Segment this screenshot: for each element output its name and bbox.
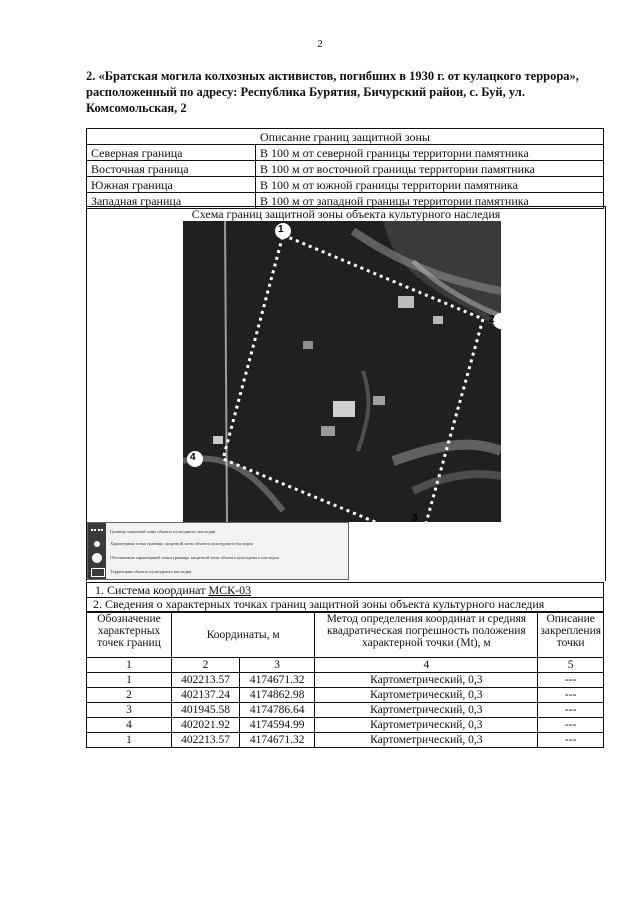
- scheme-box: [86, 221, 606, 581]
- point-id: 1: [87, 673, 172, 688]
- zone-text-west: В 100 м от западной границы территории памятника: [256, 193, 604, 209]
- point-desc: ---: [538, 703, 604, 718]
- header-point-designation: Обозначение характерных точек границ: [87, 613, 172, 658]
- legend-boundary-icon: [91, 529, 103, 534]
- point-method: Картометрический, 0,3: [315, 673, 538, 688]
- table-row: [87, 688, 604, 703]
- point-id: 4: [87, 718, 172, 733]
- zone-side-east: Восточная граница: [87, 161, 256, 177]
- header-description: Описание закрепления точки: [538, 613, 604, 658]
- map-graphic: [183, 221, 501, 522]
- legend-territory-icon: [91, 568, 105, 577]
- legend-label-icon: [92, 553, 102, 563]
- point-x: 402213.57: [172, 673, 240, 688]
- column-number: 4: [315, 658, 538, 673]
- zone-text-south: В 100 м от южной границы территории памятника: [256, 177, 604, 193]
- point-method: Картометрический, 0,3: [315, 718, 538, 733]
- point-id: 2: [87, 688, 172, 703]
- zone-text-north: В 100 м от северной границы территории памятника: [256, 145, 604, 161]
- column-number: 1: [87, 658, 172, 673]
- point-id: 3: [87, 703, 172, 718]
- point-desc: ---: [538, 673, 604, 688]
- heading-line-1: 2. «Братская могила колхозных активистов, погибших в 1930 г. от кулацкого террора»,: [86, 69, 579, 83]
- table-row: [87, 733, 604, 748]
- points-title: 2. Сведения о характерных точках границ защитной зоны объекта культурного наследия: [86, 597, 604, 612]
- points-table: [86, 612, 604, 748]
- table-row: [87, 718, 604, 733]
- point-method: Картометрический, 0,3: [315, 733, 538, 748]
- zone-table-title: Описание границ защитной зоны: [87, 129, 604, 145]
- map-point-label-2: 2: [489, 314, 495, 325]
- page-number: 2: [317, 38, 323, 50]
- zone-text-east: В 100 м от восточной границы территории памятника: [256, 161, 604, 177]
- zone-boundaries-table: [86, 128, 604, 209]
- point-desc: ---: [538, 718, 604, 733]
- map-point-label-1: 1: [278, 224, 284, 235]
- legend-item-label: Обозначение характерной точки границы защитной зоны объекта культурного наследия: [110, 555, 279, 560]
- header-coordinates: Координаты, м: [172, 613, 315, 658]
- point-method: Картометрический, 0,3: [315, 703, 538, 718]
- point-desc: ---: [538, 688, 604, 703]
- point-y: 4174671.32: [240, 673, 315, 688]
- point-x: 401945.58: [172, 703, 240, 718]
- coordinate-system-value: МСК-03: [208, 583, 252, 597]
- table-row: [87, 177, 604, 193]
- table-row: [87, 673, 604, 688]
- point-x: 402137.24: [172, 688, 240, 703]
- point-y: 4174862.98: [240, 688, 315, 703]
- point-y: 4174671.32: [240, 733, 315, 748]
- legend-item-territory: Территория объекта культурного наследия: [110, 569, 192, 574]
- point-y: 4174594.99: [240, 718, 315, 733]
- column-number: 3: [240, 658, 315, 673]
- object-heading: [86, 68, 604, 116]
- heading-line-3: Комсомольская, 2: [86, 101, 187, 115]
- table-row: [87, 145, 604, 161]
- legend-item-point: Характерная точка границы защитной зоны объекта культурного наследия: [110, 541, 253, 546]
- zone-side-west: Западная граница: [87, 193, 256, 209]
- heading-line-2: расположенный по адресу: Республика Бурятия, Бичурский район, с. Буй, ул.: [86, 85, 525, 99]
- point-y: 4174786.64: [240, 703, 315, 718]
- point-method: Картометрический, 0,3: [315, 688, 538, 703]
- legend-symbols: [88, 523, 106, 579]
- point-x: 402021.92: [172, 718, 240, 733]
- legend-item-boundary: Граница защитной зоны объекта культурного наследия: [110, 529, 216, 534]
- map-point-label-4: 4: [190, 452, 196, 463]
- coordinate-system-prefix: 1. Система координат: [95, 583, 209, 597]
- column-number: 2: [172, 658, 240, 673]
- table-row: [87, 658, 604, 673]
- table-row: [87, 703, 604, 718]
- legend-point-icon: [94, 541, 100, 547]
- column-number: 5: [538, 658, 604, 673]
- table-row: [87, 161, 604, 177]
- header-method: Метод определения координат и средняя квадратическая погрешность положения характерной точки (Mt), м: [315, 613, 538, 658]
- scheme-title: Схема границ защитной зоны объекта культурного наследия: [86, 206, 606, 221]
- zone-side-north: Северная граница: [87, 145, 256, 161]
- map-point-label-3: 3: [412, 513, 418, 524]
- point-desc: ---: [538, 733, 604, 748]
- map-legend: [87, 522, 349, 580]
- zone-side-south: Южная граница: [87, 177, 256, 193]
- point-x: 402213.57: [172, 733, 240, 748]
- satellite-map: [183, 221, 501, 522]
- coordinate-system: [86, 582, 604, 598]
- point-id: 1: [87, 733, 172, 748]
